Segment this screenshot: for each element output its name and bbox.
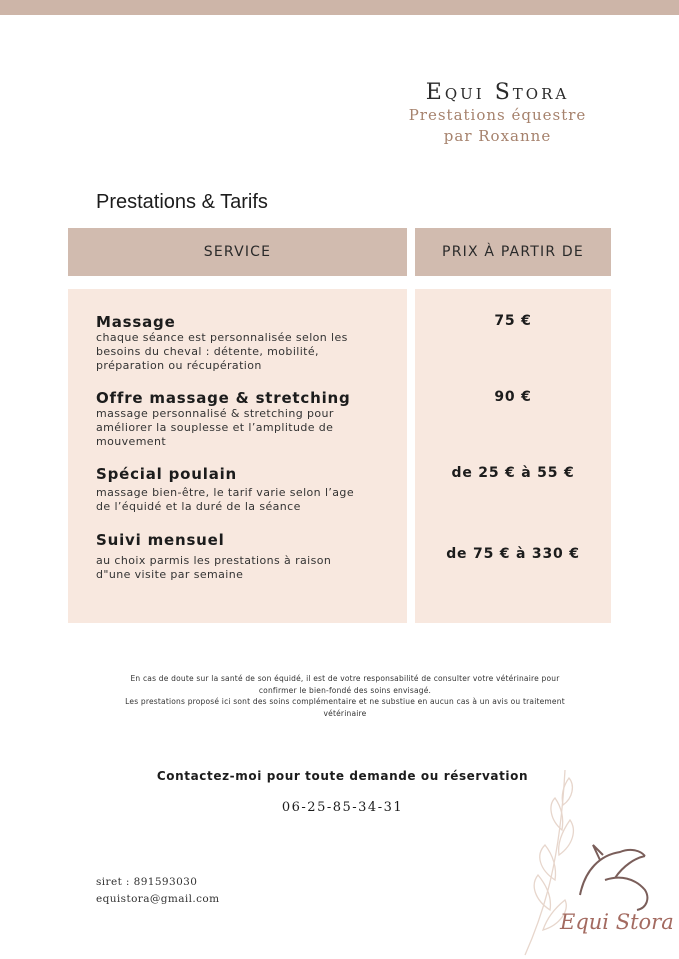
service-price: de 75 € à 330 € — [446, 546, 580, 562]
service-item-suivi-mensuel — [96, 531, 396, 582]
service-name: Massage — [96, 313, 176, 331]
brand-block — [390, 80, 605, 147]
brand-subtitle-line2: par Roxanne — [443, 127, 552, 145]
brand-title: Equi Stora — [425, 80, 570, 105]
disclaimer-line: confirmer le bien-fondé des soins envisagé. — [258, 685, 432, 695]
service-name: Spécial poulain — [96, 465, 238, 483]
service-description-line: chaque séance est personnalisée selon les — [96, 331, 348, 344]
service-price: 75 € — [494, 313, 532, 329]
service-name: Suivi mensuel — [96, 531, 225, 549]
siret-number: siret : 891593030 — [96, 876, 198, 888]
service-description-line: de l’équidé et la duré de la séance — [96, 500, 301, 513]
table-header-price: PRIX À PARTIR DE — [415, 228, 611, 276]
table-header-service: SERVICE — [68, 228, 407, 276]
service-item-massage-stretching — [96, 389, 396, 449]
section-title: Prestations & Tarifs — [96, 191, 268, 213]
service-description-line: d"une visite par semaine — [96, 568, 244, 581]
brand-subtitle-line1: Prestations équestre — [408, 106, 587, 124]
service-price: 90 € — [494, 389, 532, 405]
service-description-line: améliorer la souplesse et l’amplitude de — [96, 421, 334, 434]
disclaimer — [75, 673, 615, 719]
top-accent-bar — [0, 0, 679, 15]
service-name: Offre massage & stretching — [96, 389, 351, 407]
disclaimer-line: En cas de doute sur la santé de son équidé, il est de votre responsabilité de consulter votre vétérinaire pour — [130, 674, 560, 683]
contact-cta: Contactez-moi pour toute demande ou réservation — [156, 769, 529, 783]
service-description-line: besoins du cheval : détente, mobilité, — [96, 345, 319, 358]
logo-signature: Equi Stora — [560, 910, 674, 934]
contact-email[interactable]: equistora@gmail.com — [96, 893, 220, 905]
prices-panel — [415, 289, 611, 623]
service-description-line: massage bien-être, le tarif varie selon l’age — [96, 486, 354, 499]
disclaimer-line: Les prestations proposé ici sont des soins complémentaire et ne substiue en aucun cas à un avis ou traitement — [125, 697, 565, 706]
service-item-massage — [96, 313, 396, 373]
contact-phone[interactable]: 06-25-85-34-31 — [281, 800, 404, 815]
service-description-line: préparation ou récupération — [96, 359, 262, 372]
service-description-line: massage personnalisé & stretching pour — [96, 407, 334, 420]
service-price: de 25 € à 55 € — [451, 465, 575, 481]
service-description-line: mouvement — [96, 435, 167, 448]
service-description-line: au choix parmis les prestations à raison — [96, 554, 332, 567]
service-item-special-poulain — [96, 465, 396, 514]
disclaimer-line: vétérinaire — [323, 708, 367, 718]
